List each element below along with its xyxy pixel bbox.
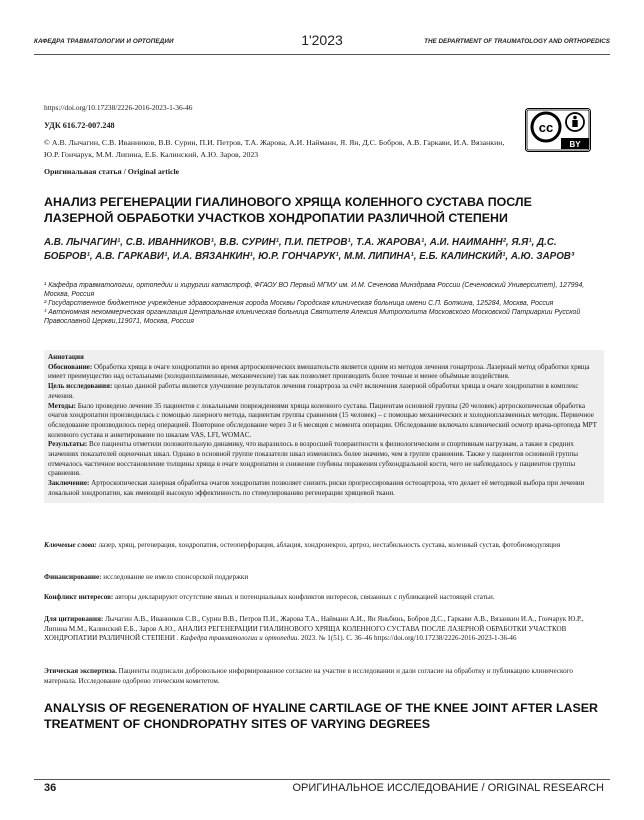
citation-block bbox=[44, 615, 604, 644]
results-label: Результаты: bbox=[48, 440, 88, 449]
cc-label: cc bbox=[538, 120, 554, 135]
citation-label: Для цитирования: bbox=[44, 615, 104, 623]
by-label: BY bbox=[569, 140, 581, 149]
keywords-text: лазер, хрящ, регенерация, хондропатия, остеоперфорация, аблация, хондронекроз, артроз, нестабильность сустава, коленный сустав, фотобиомодуляция bbox=[96, 541, 561, 549]
conflict-block bbox=[44, 593, 604, 603]
conflict-text: авторы декларируют отсутствие явных и потенциальных конфликтов интересов, связанных с публикацией настоящей статьи. bbox=[113, 593, 495, 601]
abstract-heading: Аннотация bbox=[48, 353, 84, 361]
footer-running-title: ОРИГИНАЛЬНОЕ ИССЛЕДОВАНИЕ / ORIGINAL RESEARCH bbox=[292, 782, 604, 794]
affiliation-1: ¹ Кафедра травматологии, ортопедии и хирургии катастроф, ФГАОУ ВО Первый МГМУ им. И.М. Сеченова Минздрава России (Сеченовский Университет), 127994, Москва, Россия bbox=[44, 282, 585, 298]
funding-block bbox=[44, 573, 604, 583]
citation-text: Лычагин А.В., Иванников С.В., Сурин В.В., Петров П.И., Жарова Т.А., Найманн А.И., Ян Яньбинь, Бобров Д.С., Гаркави А.В., Вязанкин И.А., Гончарук Ю.Р., Липина М.М., Калинский Е.Б., Заров А.Ю., АНАЛИЗ РЕГЕНЕРАЦИИ ГИАЛИНОВОГО ХРЯЩА КОЛЕННОГО СУСТАВА ПОСЛЕ ЛАЗЕРНОЙ ОБРАБОТКИ УЧАСТКОВ ХОНДРОПАТИИ РАЗЛИЧНОЙ СТЕПЕНИ . bbox=[44, 615, 584, 643]
affiliation-3: ³ Автономная некоммерческая организация Центральная клиническая больница Святителя Алексия Митрополита Московского Московской Патриархии Русской Православной Церкви,119071, Москва, Россия bbox=[44, 309, 581, 325]
conclusion-text: Артроскопическая лазерная обработка очагов хондропатии позволяет снизить риски прогрессирования остеоартроза, что делает её методикой выбора при лечении локальной хондропатии, как имеющей высокую эффективность по стимулированию регенерации хрящевой ткани. bbox=[48, 479, 585, 497]
funding-text: исследование не имело спонсорской поддержки bbox=[101, 573, 249, 581]
header-right: THE DEPARTMENT OF TRAUMATOLOGY AND ORTHOPEDICS bbox=[424, 38, 610, 45]
abstract-box bbox=[44, 350, 604, 503]
copyright-line: © А.В. Лычагин, С.В. Иванников, В.В. Сурин, П.И. Петров, Т.А. Жарова, А.И. Найманн, Я. Ян, Д.С. Бобров, А.В. Гаркави, И.А. Вязанкин, Ю.Р. Гончарук, М.М. Липина, Е.Б. Калинский, А.Ю. Заров, 2023 bbox=[44, 138, 505, 159]
conflict-label: Конфликт интересов: bbox=[44, 593, 114, 601]
rationale-text: Обработка хряща в очаге хондропатии во время артроскопических вмешательств является одним из методов лечения гонартроза. Лазерный метод обработки хряща имеет преимущество над остальными (холодноплазменные, механические) так как позволяет производить более точные и менее объёмные воздействия. bbox=[48, 362, 590, 381]
methods-text: Было проведено лечение 35 пациентов с локальными повреждениями хряща коленного сустава. Пациентам основной группы (20 человек) артроскопическая обработка очагов хондропатии производилась с помощью лазерного метода, пациентам группы сравнения (15 человек) – с помощью механических и холодноплазменных методик. Первичное обследование производилось перед операцией. Повторное обследование через 3 и 6 месяцев с момента операции. Обследование включало клинический осмотр врача-ортопеда МРТ коленного сустава и анкетирование по шкалам VAS, LFI, WOMAC. bbox=[48, 401, 598, 439]
aim-text: целью данной работы является улучшение результатов лечения гонартроза за счёт включения лазерной обработки хряща в очаге хондропатии в комплекс лечения. bbox=[48, 382, 579, 400]
ethics-text: Пациенты подписали добровольное информированное согласие на участие в исследовании и дали согласие на обработку и публикацию клинического материала. Исследование одобрено этическим комитетом. bbox=[44, 667, 573, 685]
affiliations bbox=[44, 281, 604, 326]
title-english: ANALYSIS OF REGENERATION OF HYALINE CARTILAGE OF THE KNEE JOINT AFTER LASER TREATMENT OF CHONDROPATHY SITES OF VARYING DEGREES bbox=[44, 701, 598, 731]
keywords-block bbox=[44, 541, 604, 551]
cc-by-license-icon[interactable] bbox=[525, 108, 591, 152]
citation-tail: 2023. № 1(51). С. 36–46 https://doi.org/10.17238/2226-2016-2023-1-36-46 bbox=[299, 634, 517, 643]
ethics-label: Этическая экспертиза. bbox=[44, 667, 117, 675]
header-rule bbox=[34, 54, 610, 55]
header-issue: 1'2023 bbox=[301, 32, 343, 48]
header-left: КАФЕДРА ТРАВМАТОЛОГИИ И ОРТОПЕДИИ bbox=[34, 38, 174, 45]
author-list: А.В. ЛЫЧАГИН¹, С.В. ИВАННИКОВ¹, В.В. СУРИН¹, П.И. ПЕТРОВ¹, Т.А. ЖАРОВА¹, А.И. НАИМАНН², Я.Я¹, Д.С. БОБРОВ¹, А.В. ГАРКАВИ¹, И.А. ВЯЗАНКИН¹, Ю.Р. ГОНЧАРУК¹, М.М. ЛИПИНА¹, Е.Б. КАЛИНСКИЙ¹, А.Ю. ЗАРОВ³ bbox=[44, 237, 575, 262]
rationale-label: Обоснование: bbox=[48, 362, 93, 371]
citation-journal: Кафедра травматологии и ортопедии. bbox=[178, 634, 300, 643]
doi-link[interactable]: https://doi.org/10.17238/2226-2016-2023-1-36-46 bbox=[44, 103, 193, 112]
aim-label: Цель исследования: bbox=[48, 382, 113, 391]
funding-label: Финансирование: bbox=[44, 573, 102, 581]
keywords-label: Ключевые слова: bbox=[44, 541, 97, 549]
page-header bbox=[0, 34, 644, 54]
conclusion-label: Заключение: bbox=[48, 479, 90, 488]
title-russian: АНАЛИЗ РЕГЕНЕРАЦИИ ГИАЛИНОВОГО ХРЯЩА КОЛЕННОГО СУСТАВА ПОСЛЕ ЛАЗЕРНОЙ ОБРАБОТКИ УЧАСТКОВ ХОНДРОПАТИИ РАЗЛИЧНОЙ СТЕПЕНИ bbox=[44, 195, 532, 225]
article-type: Оригинальная статья / Original article bbox=[44, 167, 180, 176]
affiliation-2: ² Государственное бюджетное учреждение здравоохранения города Москвы Городская клиническая больница имени С.П. Боткина, 125284, Москва, Россия bbox=[44, 300, 554, 307]
methods-label: Методы: bbox=[48, 401, 76, 410]
page-number: 36 bbox=[44, 782, 57, 794]
footer-rule bbox=[34, 779, 610, 780]
results-text: Все пациенты отметили положительную динамику, что выразилось в возросшей толерантности к физиологическим и спортивным нагрузкам, а также в средних значениях показателей оценочных шкал. Однако в основной группе показатели шкал изменились более значимо, чем в группе сравнения. Также у пациентов основной группы отмечалось частичное восстановление толщины хряща в очаге хондропатии и снижение глубины поражения субхондральной кости, чего не наблюдалось у пациентов группы сравнения. bbox=[48, 440, 579, 478]
udk-code: УДК 616.72-007.248 bbox=[44, 121, 115, 130]
ethics-block bbox=[44, 667, 604, 686]
